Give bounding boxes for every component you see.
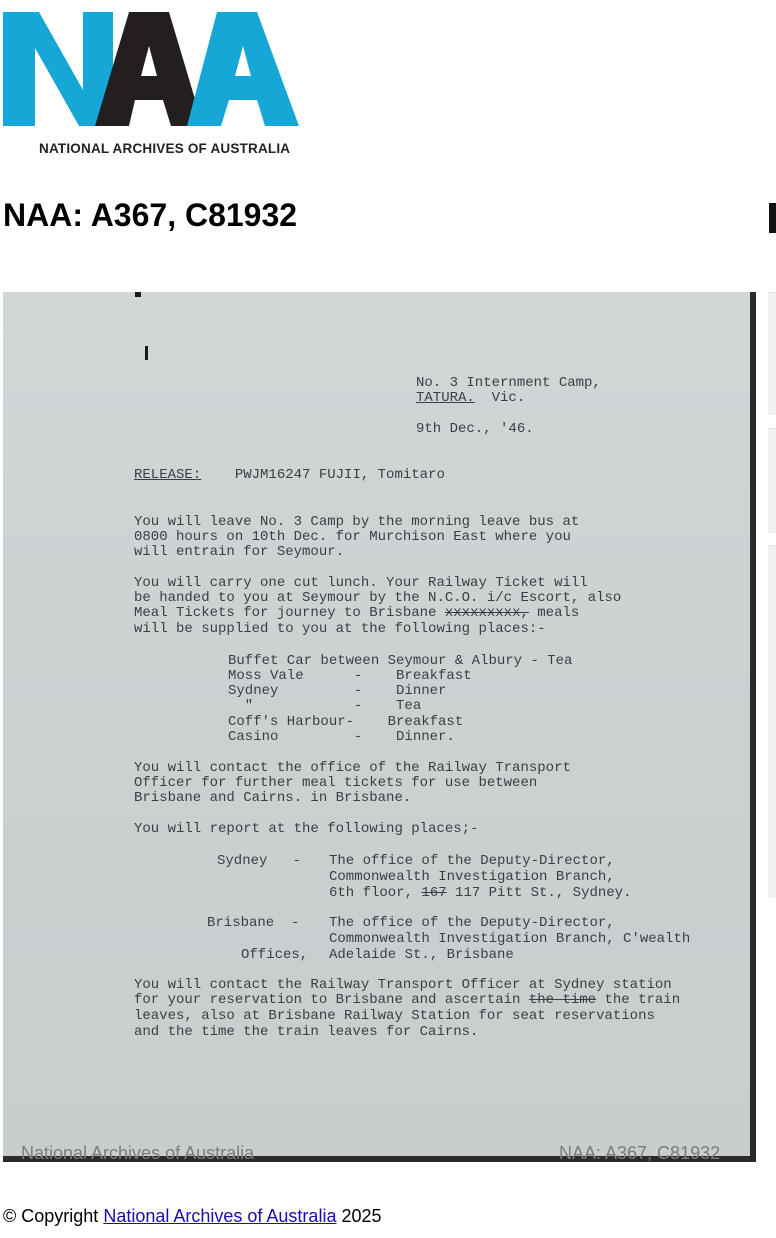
para3-line-1: You will contact the office of the Railway Transport (134, 760, 571, 776)
para2-line-1: You will carry one cut lunch. Your Railway Ticket will (134, 575, 588, 591)
document-image[interactable] (3, 292, 756, 1162)
address-line-2 (416, 391, 525, 407)
meal-row: " - Tea (228, 698, 422, 714)
para2-line-2-tail: also (587, 590, 622, 606)
para3-line-3: Brisbane and Cairns. in Brisbane. (134, 790, 412, 806)
para1-line-1: You will leave No. 3 Camp by the morning leave bus at (134, 514, 580, 530)
address-place: TATURA. (416, 390, 475, 406)
address-state: Vic. (491, 390, 526, 406)
release-label: RELEASE: (134, 467, 202, 483)
sydney-line-3-start: 6th floor, (329, 885, 414, 901)
logo-caption: NATIONAL ARCHIVES OF AUSTRALIA (39, 141, 291, 156)
side-panel-1 (768, 292, 776, 415)
para5-line-2-end: the train (604, 992, 681, 1008)
brisbane-label: Brisbane - (207, 915, 300, 931)
meal-row: Moss Vale - Breakfast (228, 668, 472, 684)
sydney-line-3-struck: 167 (421, 885, 447, 901)
para3-line-2: Officer for further meal tickets for use between (134, 775, 538, 791)
para5-line-2 (134, 993, 680, 1009)
sydney-line-1: The office of the Deputy-Director, (329, 853, 615, 869)
address-line-1: No. 3 Internment Camp, (416, 375, 601, 391)
brisbane-line-3: Adelaide St., Brisbane (329, 947, 514, 963)
sydney-line-2: Commonwealth Investigation Branch, (329, 869, 615, 885)
para2-line-3-struck: xxxxxxxxx, (444, 605, 529, 621)
para5-line-3: leaves, also at Brisbane Railway Station for seat reservations (134, 1008, 655, 1024)
para2-line-3-start: Meal Tickets for journey to Brisbane (134, 605, 437, 621)
release-value: PWJM16247 FUJII, Tomitaro (234, 467, 445, 483)
para1-line-3: will entrain for Seymour. (134, 544, 345, 560)
copyright-prefix: © Copyright (3, 1206, 99, 1226)
meal-row: Sydney - Dinner (228, 683, 447, 699)
meal-row: Casino - Dinner. (228, 729, 455, 745)
ink-mark (145, 346, 148, 360)
meal-row: Coff's Harbour- Breakfast (228, 714, 464, 730)
naa-logo[interactable] (3, 10, 315, 160)
para5-line-1: You will contact the Railway Transport Officer at Sydney station (134, 977, 672, 993)
para2-line-3 (134, 606, 579, 622)
side-panel-2 (768, 428, 776, 533)
release-line (134, 468, 445, 484)
para5-line-2-start: for your reservation to Brisbane and ascertain (134, 992, 521, 1008)
para5-line-2-struck: the time (528, 992, 597, 1008)
para4: You will report at the following places;- (134, 821, 479, 837)
toolbar-icon-partial[interactable] (769, 203, 776, 233)
para5-line-4: and the time the train leaves for Cairns. (134, 1024, 479, 1040)
letter-date: 9th Dec., '46. (416, 421, 534, 437)
sydney-label: Sydney - (217, 853, 302, 869)
page-title: NAA: A367, C81932 (3, 197, 298, 233)
para2-line-2-text: be handed to you at Seymour by the N.C.O. i/c Escort, (134, 590, 580, 606)
brisbane-offices: Offices, (241, 947, 309, 963)
watermark-right: NAA: A367, C81932 (559, 1143, 721, 1163)
brisbane-line-1: The office of the Deputy-Director, (329, 915, 615, 931)
watermark-left: National Archives of Australia (21, 1143, 255, 1163)
para2-line-3-end: meals (537, 605, 580, 621)
hole-punch-mark (135, 292, 141, 297)
para2-line-4: will be supplied to you at the following places:- (134, 621, 546, 637)
meal-row: Buffet Car between Seymour & Albury - Tea (228, 653, 573, 669)
side-panel-3 (768, 545, 776, 898)
logo-letter-n (3, 12, 113, 126)
para1-line-2: 0800 hours on 10th Dec. for Murchison East where you (134, 529, 571, 545)
sydney-line-3 (329, 886, 631, 902)
copyright-year: 2025 (341, 1206, 382, 1226)
brisbane-line-2: Commonwealth Investigation Branch, C'wealth (329, 931, 691, 947)
footer (3, 1206, 382, 1227)
sydney-line-3-end: 117 Pitt St., Sydney. (455, 885, 632, 901)
naa-link[interactable]: National Archives of Australia (103, 1206, 337, 1226)
